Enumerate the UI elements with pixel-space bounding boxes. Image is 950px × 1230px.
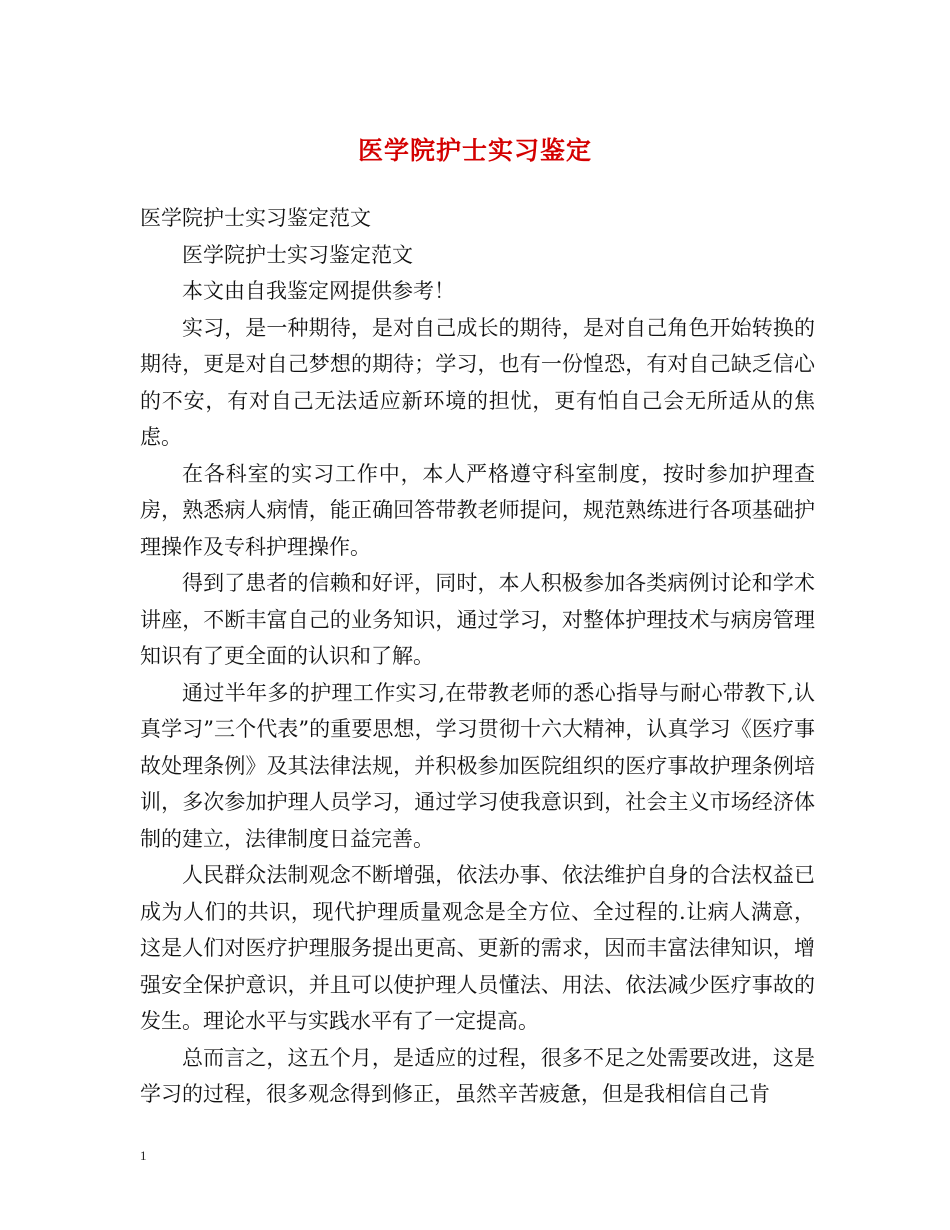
page-number: 1	[140, 1148, 147, 1163]
paragraph-subtitle-repeat: 医学院护士实习鉴定范文	[182, 242, 413, 267]
paragraph: 人民群众法制观念不断增强，依法办事、依法维护自身的合法权益已成为人们的共识，现代护理质量观念是全方位、全过程的.让病人满意，这是人们对医疗护理服务提出更高、更新的需求，因而丰富法律知识，增强安全保护意识，并且可以使护理人员懂法、用法、依法减少医疗事故的发生。理论水平与实践水平有了一定提高。	[140, 863, 815, 1033]
paragraph: 总而言之，这五个月，是适应的过程，很多不足之处需要改进，这是学习的过程，很多观念得到修正，虽然辛苦疲惫，但是我相信自己肯	[140, 1045, 815, 1106]
paragraph: 在各科室的实习工作中，本人严格遵守科室制度，按时参加护理查房，熟悉病人病情，能正确回答带教老师提问，规范熟练进行各项基础护理操作及专科护理操作。	[140, 461, 815, 559]
paragraph: 通过半年多的护理工作实习,在带教老师的悉心指导与耐心带教下,认真学习”三个代表”的重要思想，学习贯彻十六大精神，认真学习《医疗事故处理条例》及其法律法规，并积极参加医院组织的医疗事故护理条例培训，多次参加护理人员学习，通过学习使我意识到，社会主义市场经济体制的建立，法律制度日益完善。	[140, 680, 815, 851]
document-body	[140, 200, 815, 1113]
paragraph: 实习，是一种期待，是对自己成长的期待，是对自己角色开始转换的期待，更是对自己梦想的期待；学习，也有一份惶恐，有对自己缺乏信心的不安，有对自己无法适应新环境的担忧，更有怕自己会无所适从的焦虑。	[140, 315, 815, 449]
paragraph-source-note: 本文由自我鉴定网提供参考！	[182, 279, 455, 303]
paragraph: 得到了患者的信赖和好评，同时，本人积极参加各类病例讨论和学术讲座，不断丰富自己的业务知识，通过学习，对整体护理技术与病房管理知识有了更全面的认识和了解。	[140, 571, 815, 668]
paragraph-subtitle: 医学院护士实习鉴定范文	[140, 206, 371, 230]
document-title: 医学院护士实习鉴定	[357, 136, 592, 165]
